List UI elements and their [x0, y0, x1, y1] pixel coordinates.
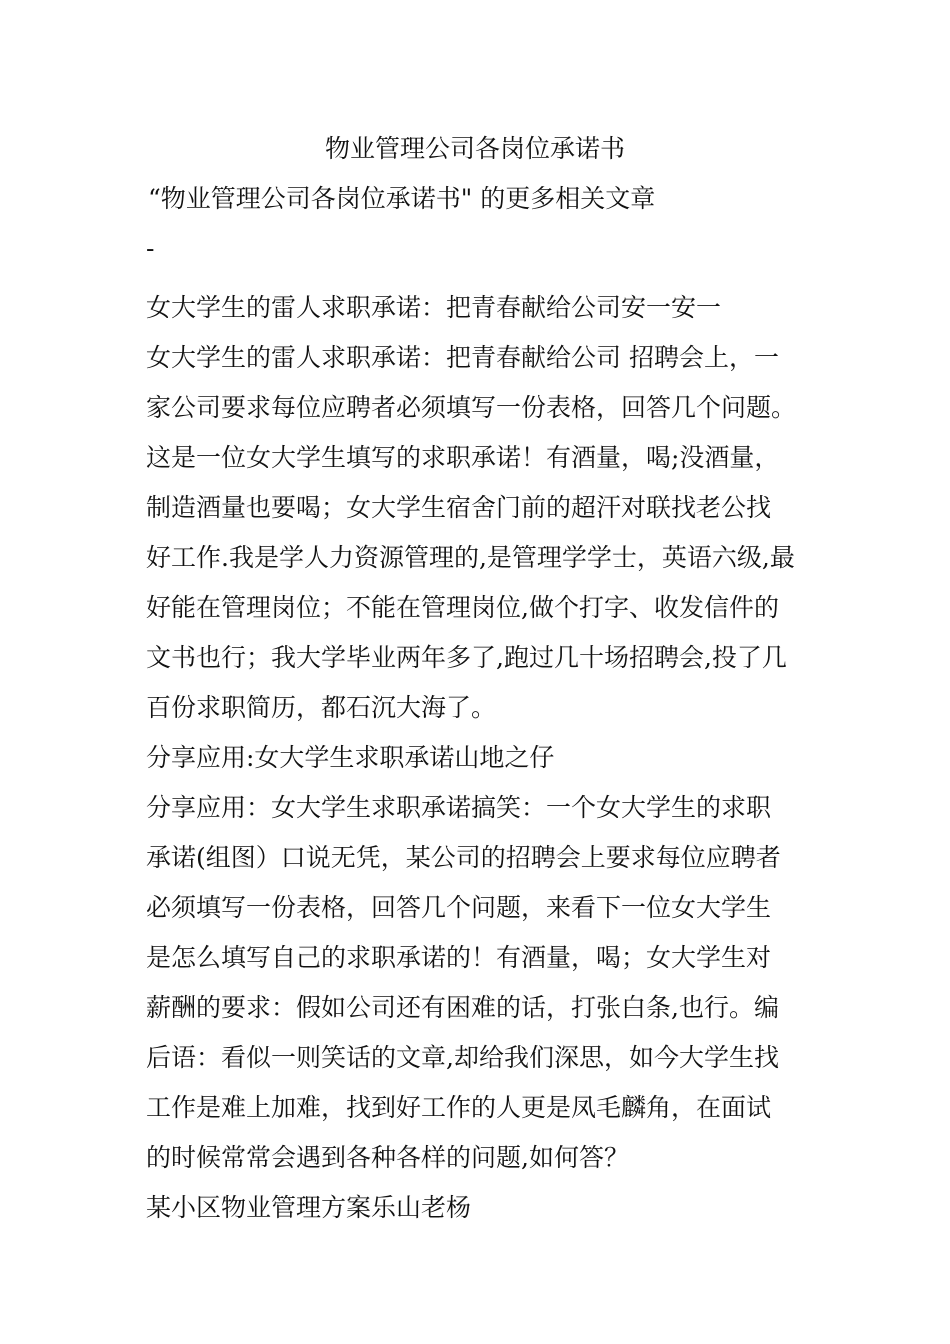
text-line: 是怎么填写自己的求职承诺的！有酒量，喝；女大学生对 — [146, 943, 772, 972]
text-line: 家公司要求每位应聘者必须填写一份表格，回答几个问题。 — [146, 393, 797, 422]
text-line: 百份求职简历，都石沉大海了。 — [146, 693, 497, 722]
text-line: 的时候常常会遇到各种各样的问题,如何答？ — [146, 1143, 629, 1172]
text-line: 女大学生的雷人求职承诺：把青春献给公司安一安一 — [146, 293, 722, 322]
related-articles-heading: “物业管理公司各岗位承诺书" 的更多相关文章 — [148, 184, 656, 213]
text-line: 薪酬的要求：假如公司还有困难的话，打张白条,也行。编 — [146, 993, 779, 1022]
text-line: 这是一位女大学生填写的求职承诺！有酒量，喝;没酒量， — [146, 443, 780, 472]
text-line: 后语：看似一则笑话的文章,却给我们深思，如今大学生找 — [146, 1043, 779, 1072]
document-title: 物业管理公司各岗位承诺书 — [324, 134, 625, 163]
text-line: 工作是难上加难，找到好工作的人更是凤毛麟角，在面试 — [146, 1093, 772, 1122]
document-body — [146, 283, 806, 1233]
separator: - — [146, 234, 155, 263]
text-line: 分享应用:女大学生求职承诺山地之仔 — [146, 743, 555, 772]
text-line: 必须填写一份表格，回答几个问题，来看下一位女大学生 — [146, 893, 772, 922]
text-line: 制造酒量也要喝；女大学生宿舍门前的超汗对联找老公找 — [146, 493, 772, 522]
text-line: 文书也行；我大学毕业两年多了,跑过几十场招聘会,投了几 — [146, 643, 787, 672]
text-line: 好工作.我是学人力资源管理的,是管理学学士，英语六级,最 — [146, 543, 795, 572]
text-line: 承诺(组图）口说无凭，某公司的招聘会上要求每位应聘者 — [146, 843, 781, 872]
text-line: 好能在管理岗位；不能在管理岗位,做个打字、收发信件的 — [146, 593, 779, 622]
text-line: 分享应用：女大学生求职承诺搞笑：一个女大学生的求职 — [146, 793, 772, 822]
text-line: 某小区物业管理方案乐山老杨 — [146, 1193, 472, 1222]
text-line: 女大学生的雷人求职承诺：把青春献给公司 招聘会上，一 — [146, 343, 779, 372]
